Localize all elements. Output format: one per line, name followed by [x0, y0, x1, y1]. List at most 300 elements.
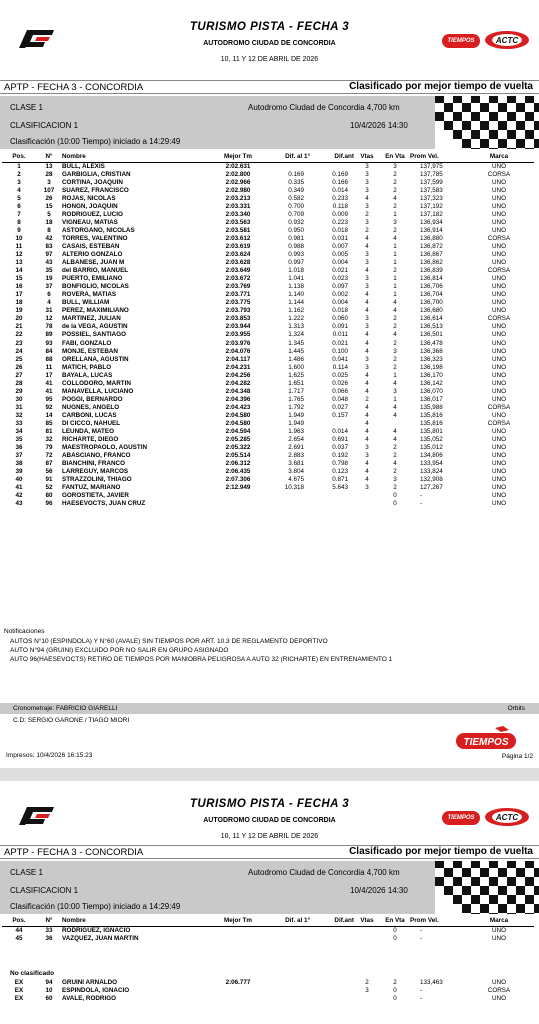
best-time-cell: 2:03.213 [225, 194, 251, 202]
pos-cell: 35 [15, 436, 23, 444]
name-cell: PEREZ, MAXIMILIANO [62, 307, 129, 315]
best-time-cell [212, 500, 264, 508]
best-time-cell: 2:03.769 [225, 283, 251, 291]
timing-band [0, 703, 539, 714]
checker-square [471, 96, 480, 103]
gap-first-cell: 1.345 [288, 339, 304, 347]
number-cell: 97 [45, 251, 53, 259]
best-time-cell: 2:03.581 [225, 226, 251, 234]
laps-cell: 3 [365, 259, 369, 267]
number-cell: 88 [45, 355, 53, 363]
table-row [2, 171, 534, 179]
checker-square [462, 121, 471, 130]
brand-cell: UNO [492, 307, 506, 315]
number-cell: 78 [45, 323, 53, 331]
on-lap-cell: 4 [393, 403, 397, 411]
name-cell: VIGNEAU, MATIAS [62, 218, 118, 226]
best-time-cell: 2:03.976 [225, 339, 251, 347]
laps-cell: 3 [365, 283, 369, 291]
number-cell: 89 [45, 331, 53, 339]
table-row [2, 307, 534, 315]
gap-prev-cell: 0.004 [332, 299, 348, 307]
checker-square [480, 904, 489, 913]
number-cell: 12 [45, 315, 53, 323]
notification-item: AUTOS N°10 (ESPINDOLA) Y N°60 (AVALE) SIN TIEMPOS POR ART. 10.3 DE REGLAMENTO DEPORTIVO [10, 638, 328, 645]
pos-cell: 7 [17, 210, 21, 218]
checker-square [435, 877, 444, 886]
gap-first-cell [264, 500, 310, 508]
table-row [2, 203, 534, 211]
laps-cell: 3 [365, 178, 369, 186]
on-lap-cell: 2 [393, 315, 397, 323]
gap-prev-cell: 0.018 [332, 226, 348, 234]
brand-cell: UNO [492, 355, 506, 363]
table-row [2, 436, 534, 444]
gap-first-cell: 1.445 [288, 347, 304, 355]
best-time-cell: 2:06.435 [225, 468, 251, 476]
checker-square [435, 112, 444, 121]
brand-cell: UNO [492, 226, 506, 234]
pos-cell: 32 [15, 411, 23, 419]
avg-speed-cell: 136,017 [420, 395, 443, 403]
brand-cell: CORSA [487, 403, 511, 411]
laps-cell: 4 [365, 411, 369, 419]
checker-square [525, 130, 534, 139]
gap-prev-cell: 0.021 [332, 339, 348, 347]
pos-cell: 33 [15, 420, 23, 427]
on-lap-cell: 3 [393, 218, 397, 226]
on-lap-cell: 4 [393, 194, 397, 202]
checker-square [507, 913, 516, 914]
name-cell: FABI, GONZALO [62, 339, 112, 347]
checker-square [444, 886, 453, 895]
gap-prev-cell: 0.223 [332, 218, 348, 226]
checker-square [453, 112, 462, 121]
pos-cell: 43 [15, 500, 23, 508]
table-row [2, 380, 534, 388]
checker-square [453, 877, 462, 886]
avg-speed-cell: 136,914 [420, 226, 443, 234]
number-cell: 80 [45, 492, 53, 500]
brand-cell: CORSA [487, 315, 511, 323]
pos-cell: 2 [17, 170, 21, 178]
class-label: CLASE 1 [10, 103, 43, 112]
avg-speed-cell: 133,954 [420, 460, 443, 468]
brand-cell: UNO [492, 468, 506, 476]
brand-cell: UNO [492, 371, 506, 379]
name-cell: MAESTROPAOLO, AGUSTIN [62, 444, 148, 452]
name-cell: NUGNES, ANGELO [62, 403, 120, 411]
column-header: Prom Vel. [410, 152, 464, 162]
number-cell: 15 [45, 202, 53, 210]
table-row [2, 348, 534, 356]
laps-cell: 4 [365, 468, 369, 476]
avg-speed-cell: 136,198 [420, 363, 443, 371]
avg-speed-cell: 135,816 [420, 420, 443, 427]
best-time-cell [212, 935, 264, 943]
avg-speed-cell: 136,680 [420, 307, 443, 315]
best-time-cell: 2:05.322 [225, 444, 251, 452]
gap-first-cell: 0.988 [288, 242, 304, 250]
checker-square [435, 861, 444, 868]
checker-square [444, 121, 453, 130]
gap-first-cell: 0.335 [288, 178, 304, 186]
gap-prev-cell: 0.014 [332, 428, 348, 436]
number-cell: 37 [45, 283, 53, 291]
pos-cell: 11 [15, 242, 23, 250]
avg-speed-cell: 135,052 [420, 436, 443, 444]
avg-speed-cell: 136,368 [420, 347, 443, 355]
on-lap-cell: 1 [393, 275, 397, 283]
gap-prev-cell: 0.192 [332, 452, 348, 460]
best-time-cell [212, 492, 264, 500]
best-time-cell: 2:04.580 [225, 411, 251, 419]
gap-first-cell: 1.625 [288, 371, 304, 379]
notifications-title: Notificaciones [4, 628, 45, 635]
number-cell: 43 [45, 259, 53, 267]
checker-square [534, 121, 539, 130]
name-cell: MONJE, ESTEBAN [62, 347, 118, 355]
gap-prev-cell: 0.157 [332, 411, 348, 419]
avg-speed-cell: 137,785 [420, 170, 443, 178]
laps-cell: 3 [365, 484, 369, 492]
brand-cell: UNO [492, 428, 506, 436]
table-row [2, 444, 534, 452]
circuit-label: Autodromo Ciudad de Concordia 4,700 km [248, 868, 400, 877]
number-cell: 11 [45, 363, 53, 371]
best-time-cell: 2:03.649 [225, 267, 251, 275]
tiempos-logo: TIEMPOS [442, 34, 480, 48]
pos-cell: 5 [17, 194, 21, 202]
on-lap-cell: 2 [393, 444, 397, 452]
checker-square [453, 130, 462, 139]
best-time-cell: 2:03.331 [225, 202, 251, 210]
gap-first-cell: 1.949 [288, 420, 304, 427]
name-cell: GRUINI ARNALDO [62, 979, 118, 986]
number-cell: 84 [45, 347, 53, 355]
gap-first-cell: 1.486 [288, 355, 304, 363]
number-cell: 3 [47, 178, 51, 186]
gap-first-cell [264, 935, 310, 943]
gap-prev-cell: 0.014 [332, 186, 348, 194]
name-cell: de la VEGA, AGUSTIN [62, 323, 128, 331]
on-lap-cell: 2 [393, 323, 397, 331]
pos-cell: 21 [15, 323, 23, 331]
on-lap-cell: 2 [393, 267, 397, 275]
number-cell: 93 [45, 339, 53, 347]
brand-cell: UNO [492, 460, 506, 468]
class-band [0, 861, 435, 882]
checker-square [444, 868, 453, 877]
on-lap-cell: 2 [393, 484, 397, 492]
gap-first-cell [264, 162, 310, 171]
checker-square [462, 868, 471, 877]
table-row [2, 979, 534, 987]
laps-cell: 4 [365, 436, 369, 444]
checker-square [489, 112, 498, 121]
gap-first-cell: 1.018 [288, 267, 304, 275]
name-cell: ROJAS, NICOLAS [62, 194, 116, 202]
gap-prev-cell: 0.002 [332, 291, 348, 299]
gap-prev-cell: 0.025 [332, 371, 348, 379]
checker-square [525, 112, 534, 121]
gap-prev-cell: 5.643 [332, 484, 348, 492]
checker-square [534, 904, 539, 913]
laps-cell: 2 [365, 395, 369, 403]
pos-cell: 36 [15, 444, 23, 452]
pos-cell: 42 [15, 492, 23, 500]
column-header: Mejor Tm [212, 152, 264, 162]
number-cell: 95 [45, 395, 53, 403]
checker-square [471, 861, 480, 868]
number-cell: 87 [45, 460, 53, 468]
number-cell: 79 [45, 444, 53, 452]
brand-cell: UNO [492, 484, 506, 492]
avg-speed-cell: 134,806 [420, 452, 443, 460]
avg-speed-cell: 136,513 [420, 323, 443, 331]
start-band [0, 134, 435, 149]
event-title: TURISMO PISTA - FECHA 3 [189, 21, 350, 33]
number-cell: 14 [45, 411, 53, 419]
brand-cell: CORSA [487, 234, 511, 242]
gap-prev-cell: 0.007 [332, 242, 348, 250]
laps-cell: 3 [365, 218, 369, 226]
avg-speed-cell: 137,182 [420, 210, 443, 218]
brand-cell: UNO [492, 251, 506, 259]
avg-speed-cell: 133,824 [420, 468, 443, 476]
avg-speed-cell: 136,862 [420, 259, 443, 267]
table-row [2, 484, 534, 492]
number-cell: 96 [45, 500, 53, 508]
best-time-cell: 2:04.076 [225, 347, 251, 355]
venue-name: AUTODROMO CIUDAD DE CONCORDIA [203, 817, 336, 824]
checker-square [453, 861, 462, 868]
checker-square [471, 130, 480, 139]
laps-cell: 3 [365, 275, 369, 283]
on-lap-cell: 4 [393, 307, 397, 315]
avg-speed-cell: 135,816 [420, 411, 443, 419]
name-cell: HAESEVOCTS, JUAN CRUZ [62, 500, 146, 508]
avg-speed-cell: 136,170 [420, 371, 443, 379]
best-time-cell: 2:03.628 [225, 259, 251, 267]
column-header: Mejor Tm [212, 916, 264, 926]
number-cell: 72 [45, 452, 53, 460]
best-time-cell: 2:04.256 [225, 371, 251, 379]
name-cell: PUERTO, EMILIANO [62, 275, 123, 283]
laps-cell: 3 [365, 323, 369, 331]
gap-prev-cell: 0.118 [332, 202, 348, 210]
table-row [2, 995, 534, 1003]
number-cell: 33 [45, 926, 53, 934]
checker-square [525, 861, 534, 868]
on-lap-cell: 4 [393, 428, 397, 436]
on-lap-cell: 2 [393, 363, 397, 371]
laps-cell: 4 [365, 420, 369, 427]
column-header: En Vta [380, 152, 410, 162]
checker-square [516, 904, 525, 913]
pos-cell: 1 [17, 162, 21, 170]
name-cell: ESPINDOLA, IGNACIO [62, 987, 130, 995]
avg-speed-cell: 136,501 [420, 331, 443, 339]
avg-speed-cell: 136,614 [420, 315, 443, 323]
laps-cell: 4 [365, 403, 369, 411]
column-header: Nombre [62, 152, 212, 162]
avg-speed-cell: - [420, 934, 423, 942]
avg-speed-cell: 127,267 [420, 484, 443, 492]
checker-square [462, 886, 471, 895]
brand-cell: UNO [492, 379, 506, 387]
timekeeper: Cronometraje: FABRICIO GIARELLI [13, 705, 118, 712]
gap-prev-cell: 0.026 [332, 379, 348, 387]
gap-first-cell: 3.681 [288, 460, 304, 468]
classification-type: Clasificado por mejor tiempo de vuelta [349, 81, 533, 92]
brand-cell: UNO [492, 500, 506, 508]
brand-cell: UNO [492, 259, 506, 267]
laps-cell: 4 [365, 387, 369, 395]
on-lap-cell: 1 [393, 251, 397, 259]
checker-square [453, 895, 462, 904]
on-lap-cell: 0 [393, 492, 397, 500]
gap-first-cell [264, 492, 310, 500]
table-row [2, 162, 534, 171]
gap-prev-cell: 0.798 [332, 460, 348, 468]
avg-speed-cell: 136,706 [420, 283, 443, 291]
number-cell: 41 [45, 379, 53, 387]
on-lap-cell: 2 [393, 178, 397, 186]
name-cell: LARREGUY, MARCOS [62, 468, 129, 476]
number-cell: 32 [45, 436, 53, 444]
brand-cell: UNO [492, 444, 506, 452]
laps-cell: 4 [365, 339, 369, 347]
checker-square [462, 904, 471, 913]
category-bar [0, 80, 539, 94]
event-dates: 10, 11 Y 12 DE ABRIL DE 2026 [220, 56, 319, 63]
name-cell: del BARRIO, MANUEL [62, 267, 129, 275]
gap-first-cell: 1.222 [288, 315, 304, 323]
column-header: Prom Vel. [410, 916, 464, 926]
on-lap-cell: 2 [393, 355, 397, 363]
name-cell: POGGI, BERNARDO [62, 395, 123, 403]
tiempos-footer-logo [455, 726, 517, 751]
avg-speed-cell: 136,704 [420, 291, 443, 299]
pos-cell: 24 [15, 347, 23, 355]
column-header: N° [36, 152, 62, 162]
table-row [2, 500, 534, 508]
pos-cell: 31 [15, 403, 23, 411]
table-row [2, 428, 534, 436]
gap-prev-cell [310, 987, 354, 995]
pos-cell: 10 [15, 234, 23, 242]
number-cell: 28 [45, 170, 53, 178]
best-time-cell: 2:03.563 [225, 218, 251, 226]
avg-speed-cell: 136,880 [420, 234, 443, 242]
gap-prev-cell: 0.004 [332, 259, 348, 267]
best-time-cell: 2:03.853 [225, 315, 251, 323]
avg-speed-cell: 136,478 [420, 339, 443, 347]
checker-square [507, 861, 516, 868]
checker-square [507, 130, 516, 139]
gap-first-cell: 0.169 [288, 170, 304, 178]
laps-cell: 4 [365, 379, 369, 387]
brand-cell: UNO [492, 395, 506, 403]
on-lap-cell: 1 [393, 242, 397, 250]
laps-cell: 4 [365, 331, 369, 339]
name-cell: CORTINA, JOAQUIN [62, 178, 123, 186]
event-title: TURISMO PISTA - FECHA 3 [189, 798, 350, 810]
avg-speed-cell: 137,583 [420, 186, 443, 194]
laps-cell: 4 [365, 371, 369, 379]
pos-cell: 12 [15, 251, 23, 259]
pos-cell: 39 [15, 468, 23, 476]
avg-speed-cell: 133,463 [420, 979, 443, 986]
session-label: CLASIFICACION 1 [10, 121, 79, 130]
avg-speed-cell: 137,323 [420, 194, 443, 202]
avg-speed-cell: 136,872 [420, 242, 443, 250]
circuit-label: Autodromo Ciudad de Concordia 4,700 km [248, 103, 400, 112]
brand-cell: UNO [492, 934, 506, 942]
actc-logo-text: ACTC [495, 813, 519, 822]
laps-cell: 4 [365, 194, 369, 202]
pos-cell: 19 [15, 307, 23, 315]
name-cell: AVALE, RODRIGO [62, 995, 116, 1003]
pos-cell: 44 [15, 926, 23, 934]
brand-cell: UNO [492, 283, 506, 291]
checker-square [480, 139, 489, 148]
best-time-cell: 2:12.949 [225, 484, 251, 492]
gap-first-cell: 1.792 [288, 403, 304, 411]
column-header: Pos. [2, 152, 36, 162]
table-row [2, 926, 534, 935]
on-lap-cell: 2 [393, 979, 397, 986]
best-time-cell: 2:06.777 [225, 979, 251, 986]
table-row [2, 291, 534, 299]
laps-cell: 4 [365, 299, 369, 307]
gap-first-cell: 2.654 [288, 436, 304, 444]
gap-prev-cell [310, 500, 354, 508]
on-lap-cell: 4 [393, 460, 397, 468]
laps-cell: 3 [365, 162, 369, 170]
on-lap-cell: 2 [393, 202, 397, 210]
checker-square [534, 139, 539, 148]
gap-prev-cell: 0.091 [332, 323, 348, 331]
pos-cell: 16 [15, 283, 23, 291]
number-cell: 52 [45, 484, 53, 492]
checker-square [444, 103, 453, 112]
avg-speed-cell: - [420, 987, 423, 995]
avg-speed-cell: 136,142 [420, 379, 443, 387]
class-band [0, 96, 435, 117]
table-row [2, 331, 534, 339]
name-cell: FANTUZ, MARIANO [62, 484, 121, 492]
column-header: Dif.ant [310, 916, 354, 926]
brand-cell: UNO [492, 218, 506, 226]
table-row [2, 420, 534, 428]
gap-first-cell [264, 995, 310, 1003]
table-row [2, 195, 534, 203]
checker-square [480, 103, 489, 112]
on-lap-cell: 0 [393, 995, 397, 1003]
session-band [0, 882, 435, 899]
avg-speed-cell: 135,988 [420, 403, 443, 411]
number-cell: 56 [45, 468, 53, 476]
checker-square [480, 121, 489, 130]
not-classified-table [2, 979, 534, 1003]
name-cell: HONGN, JOAQUIN [62, 202, 118, 210]
number-cell: 31 [45, 307, 53, 315]
column-header: Nombre [62, 916, 212, 926]
pos-cell: 30 [15, 395, 23, 403]
checker-square [498, 121, 507, 130]
